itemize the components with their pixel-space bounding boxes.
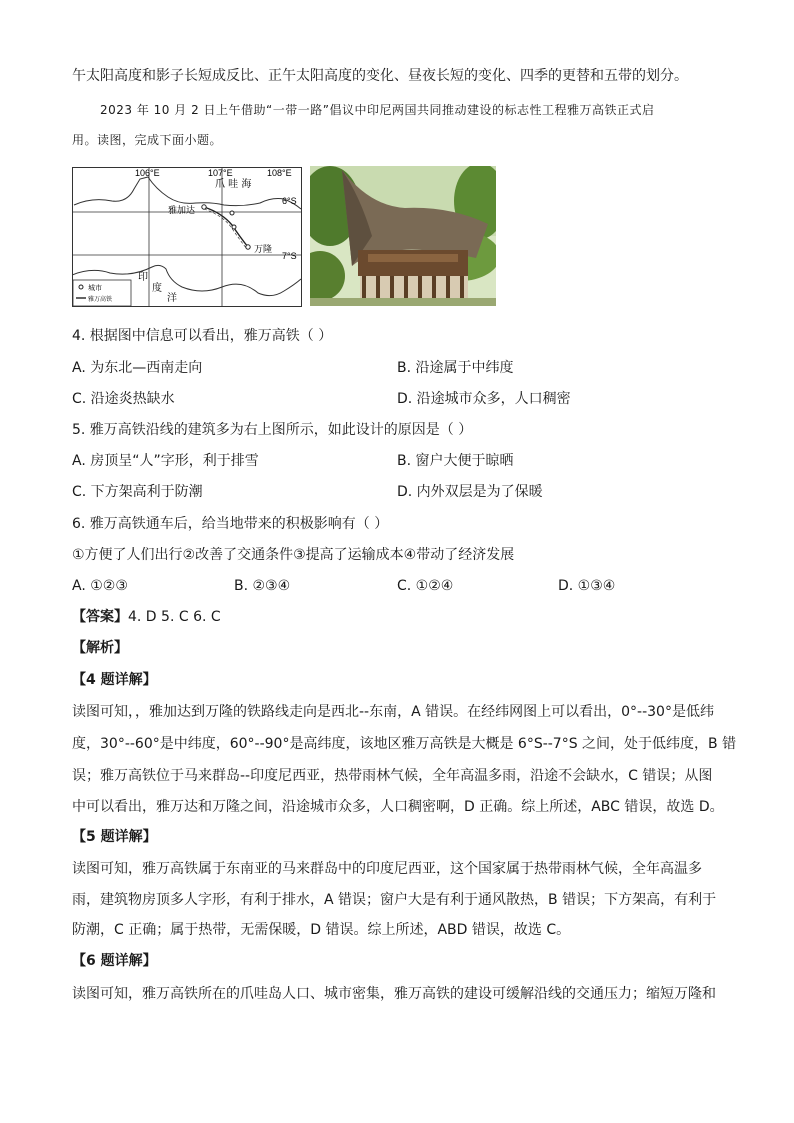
bandung-city-marker [246,245,250,249]
detail-5-line: 防潮，C 正确；属于热带，无需保暖，D 错误。综上所述，ABD 错误，故选 C。 [72,922,571,938]
q6-items: ①方便了人们出行②改善了交通条件③提高了运输成本④带动了经济发展 [72,547,515,563]
answer-label: 【答案】 [72,609,128,625]
question-intro: 2023 年 10 月 2 日上午借助“一带一路”倡议中印尼两国共同推动建设的标志性工程雅万高铁正式启 [100,103,655,117]
jakarta-city-marker [202,205,206,209]
city-marker [230,211,234,215]
q5-option-c: C. 下方架高利于防潮 [72,484,203,500]
detail-6-title: 【6 题详解】 [72,953,157,969]
q6-option-c: C. ①②④ [397,578,454,594]
detail-4-line: 中可以看出，雅万达和万隆之间，沿途城市众多，人口稠密啊，D 正确。综上所述，ABC 错误，故选 D。 [72,799,724,815]
jakarta-bandung-map [72,167,302,307]
q5-stem: 5. 雅万高铁沿线的建筑多为右上图所示，如此设计的原因是（ ） [72,422,473,438]
question-intro-cont: 用。读图，完成下面小题。 [72,133,223,147]
indian-ocean-label-3: 洋 [167,293,177,304]
city-marker [232,225,236,229]
q4-option-d: D. 沿途城市众多，人口稠密 [397,391,571,407]
lon-107-label: 107°E [208,168,233,178]
detail-5-line: 雨，建筑物房顶多人字形，有利于排水，A 错误；窗户大是有利于通风散热，B 错误；下方架高，有利于 [72,892,717,908]
lat-6-label: 6°S [282,196,297,206]
answer-line [72,607,221,627]
q5-option-b: B. 窗户大便于晾晒 [397,453,514,469]
detail-5-title: 【5 题详解】 [72,829,157,845]
q4-option-b: B. 沿途属于中纬度 [397,360,514,376]
detail-4-title: 【4 题详解】 [72,672,157,688]
detail-6-line: 读图可知，雅万高铁所在的爪哇岛人口、城市密集，雅万高铁的建设可缓解沿线的交通压力；缩短万隆和 [72,986,716,1002]
legend-city-label: 城市 [88,284,102,292]
stilt-house-photo [310,166,496,306]
q6-option-d: D. ①③④ [558,578,616,594]
q5-option-a: A. 房顶呈“人”字形，利于排雪 [72,453,259,469]
q4-option-a: A. 为东北—西南走向 [72,360,203,376]
detail-4-line: 度，30°--60°是中纬度，60°--90°是高纬度，该地区雅万高铁是大概是 6°S--7°S 之间，处于低纬度，B 错 [72,736,737,752]
lon-106-label: 106°E [135,168,160,178]
legend-rail-label: 雅万高铁 [88,296,113,303]
q6-stem: 6. 雅万高铁通车后，给当地带来的积极影响有（ ） [72,516,389,532]
indian-ocean-label-1: 印 [138,272,148,283]
q5-option-d: D. 内外双层是为了保暖 [397,484,543,500]
q6-option-a: A. ①②③ [72,578,128,594]
q6-option-b: B. ②③④ [234,578,291,594]
lat-7-label: 7°S [282,251,297,261]
q4-option-c: C. 沿途炎热缺水 [72,391,175,407]
detail-4-line: 误；雅万高铁位于马来群岛--印度尼西亚，热带雨林气候，全年高温多雨，沿途不会缺水，C 错误；从图 [72,768,713,784]
jakarta-label: 雅加达 [168,206,196,216]
intro-tail-line: 午太阳高度和影子长短成反比、正午太阳高度的变化、昼夜长短的变化、四季的更替和五带的划分。 [72,68,688,84]
lon-108-label: 108°E [267,168,292,178]
java-sea-label: 爪 哇 海 [215,179,252,190]
indian-ocean-label-2: 度 [152,283,162,294]
q4-stem: 4. 根据图中信息可以看出，雅万高铁（ ） [72,328,333,344]
answer-text: 4. D 5. C 6. C [128,609,221,625]
bandung-label: 万隆 [254,245,273,255]
analysis-label: 【解析】 [72,640,128,656]
detail-4-line: 读图可知，，雅加达到万隆的铁路线走向是西北--东南，A 错误。在经纬网图上可以看出，0°--30°是低纬 [72,704,714,720]
detail-5-line: 读图可知，雅万高铁属于东南亚的马来群岛中的印度尼西亚，这个国家属于热带雨林气候，全年高温多 [72,861,702,877]
